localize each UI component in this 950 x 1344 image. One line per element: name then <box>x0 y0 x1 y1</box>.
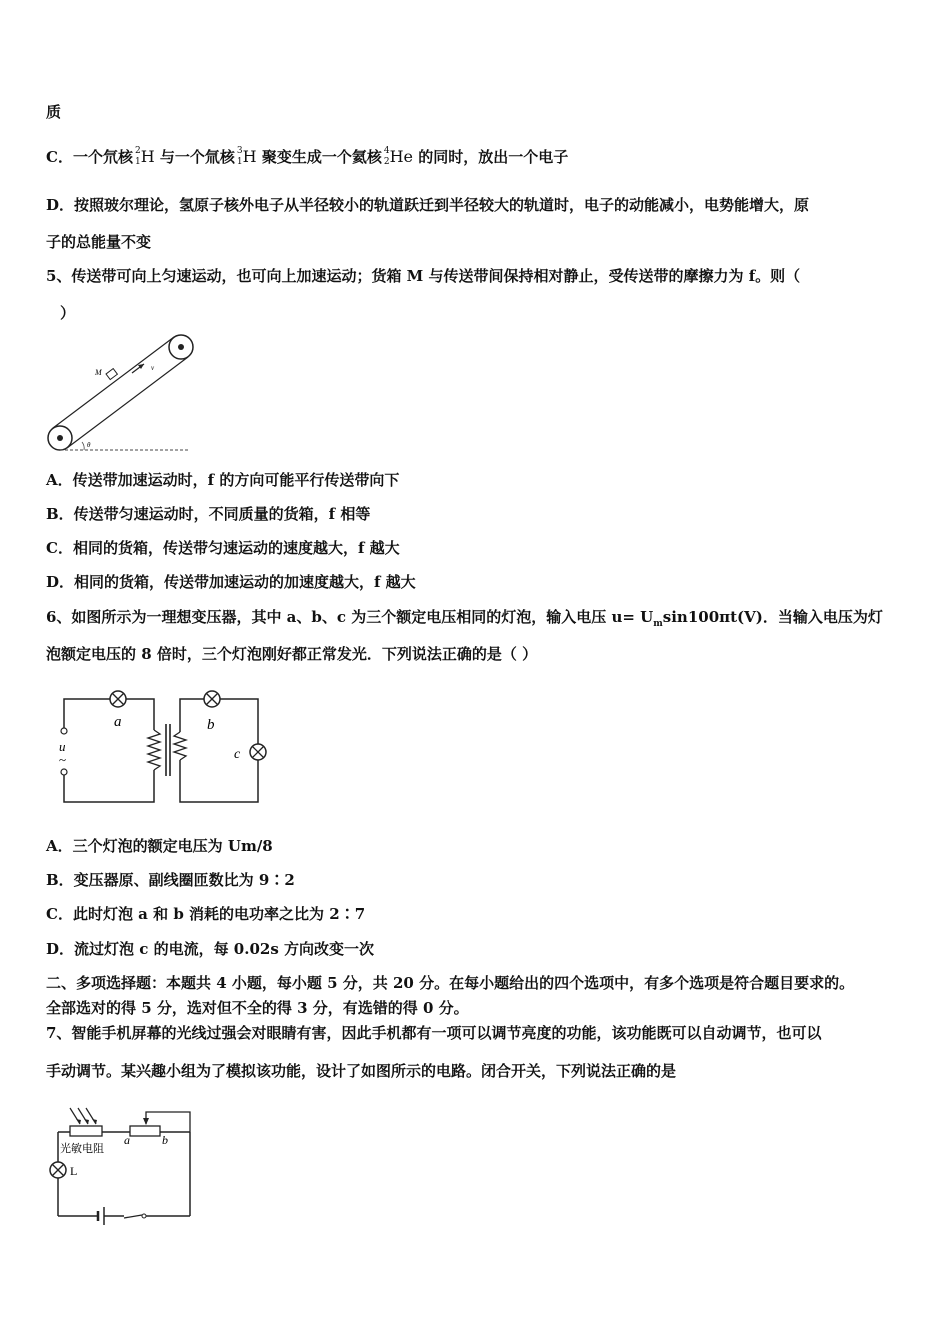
nuclide-tritium-numbers: 3 1 <box>236 146 243 167</box>
cargo-label: M <box>95 368 102 377</box>
nuclide-deuterium-numbers: 2 1 <box>134 146 141 167</box>
q6-stem-line2: 泡额定电压的 8 倍时，三个灯泡刚好都正常发光．下列说法正确的是（ ） <box>46 645 538 663</box>
rheostat-end-b-label: b <box>162 1133 168 1147</box>
q4-option-d-line1[interactable]: D．按照玻尔理论，氢原子核外电子从半径较小的轨道跃迁到半径较大的轨道时，电子的动能减小，电势能增大，原 <box>46 196 810 214</box>
cargo-box <box>106 369 117 380</box>
photoresistor-label: 光敏电阻 <box>60 1142 104 1155</box>
switch <box>124 1215 142 1218</box>
angle-arc <box>82 442 84 450</box>
q4-option-c-mid1: 与一个氚核 <box>159 148 235 166</box>
q6-stem-part2: sin100πt(V)．当输入电压为灯 <box>662 608 883 626</box>
rheostat-end-a-label: a <box>124 1133 130 1147</box>
secondary-coil <box>174 732 186 760</box>
belt-bottom <box>67 357 188 448</box>
q6-option-d[interactable]: D．流过灯泡 c 的电流，每 0.02s 方向改变一次 <box>46 940 375 958</box>
q5-option-c[interactable]: C．相同的货箱，传送带匀速运动的速度越大，f 越大 <box>46 539 400 557</box>
q6-option-a[interactable]: A．三个灯泡的额定电压为 Um/8 <box>46 837 273 855</box>
q5-stem-line1: 5、传送带可向上匀速运动，也可向上加速运动；货箱 M 与传送带间保持相对静止，受传送带的摩擦力为 f。则（ <box>46 267 801 285</box>
rheostat-slider <box>143 1118 149 1125</box>
ac-symbol: ~ <box>59 752 67 767</box>
input-voltage-label: u <box>59 739 66 754</box>
secondary-wire-bottom <box>180 760 258 802</box>
q4-option-c[interactable] <box>46 147 568 167</box>
photoresistor <box>70 1126 102 1136</box>
nuclide-deuterium-symbol: H <box>140 147 155 166</box>
q6-option-c[interactable]: C．此时灯泡 a 和 b 消耗的电功率之比为 2∶7 <box>46 905 366 923</box>
rheostat <box>130 1126 160 1136</box>
q7-stem-line1: 7、智能手机屏幕的光线过强会对眼睛有害，因此手机都有一项可以调节亮度的功能，该功能既可以自动调节，也可以 <box>46 1024 822 1042</box>
input-terminal-bottom <box>61 769 67 775</box>
q6-stem-subscript: m <box>653 619 663 629</box>
q6-stem-part1: 6、如图所示为一理想变压器，其中 a、b、c 为三个额定电压相同的灯泡，输入电压 u= U <box>46 608 654 626</box>
upper-pulley-axle <box>178 344 184 350</box>
q5-option-d[interactable]: D．相同的货箱，传送带加速运动的加速度越大，f 越大 <box>46 573 416 591</box>
secondary-wire-top-left <box>180 699 204 732</box>
angle-label: θ <box>87 441 91 449</box>
primary-coil <box>148 730 160 770</box>
photoresistor-circuit-figure <box>48 1104 208 1234</box>
secondary-wire-right <box>220 699 258 744</box>
q6-stem-line1 <box>46 607 883 634</box>
section2-header-line1: 二、多项选择题：本题共 4 小题，每小题 5 分，共 20 分。在每小题给出的四个选项中，有多个选项是符合题目要求的。 <box>46 974 855 992</box>
nuclide-tritium-symbol: H <box>242 147 257 166</box>
velocity-label: v <box>151 364 155 372</box>
nuclide-helium-numbers: 4 2 <box>383 146 390 167</box>
q4-option-d-line2: 子的总能量不变 <box>46 233 152 251</box>
lamp-b-label: b <box>207 717 215 733</box>
q4-option-c-suffix: 的同时，放出一个电子 <box>418 148 569 166</box>
q7-stem-line2: 手动调节。某兴趣小组为了模拟该功能，设计了如图所示的电路。闭合开关，下列说法正确的是 <box>46 1062 677 1080</box>
q6-option-b[interactable]: B．变压器原、副线圈匝数比为 9∶2 <box>46 871 295 889</box>
q5-stem-line2: ） <box>60 304 76 322</box>
section2-header-line2: 全部选对的得 5 分，选对但不全的得 3 分，有选错的得 0 分。 <box>46 999 469 1017</box>
conveyor-belt-figure <box>40 328 240 456</box>
lamp-l-label: L <box>70 1164 78 1178</box>
q5-option-a[interactable]: A．传送带加速运动时，f 的方向可能平行传送带向下 <box>46 471 400 489</box>
input-terminal-top <box>61 728 67 734</box>
lower-pulley-axle <box>57 435 63 441</box>
q4-option-c-mid2: 聚变生成一个氦核 <box>261 148 382 166</box>
lamp-c-label: c <box>234 747 241 762</box>
nuclide-helium-symbol: He <box>389 147 413 166</box>
switch-contact <box>142 1214 146 1218</box>
lamp-a-label: a <box>114 714 122 730</box>
q4-tail: 质 <box>46 103 62 121</box>
primary-wire-bottom <box>64 770 154 802</box>
transformer-circuit-figure <box>48 684 278 814</box>
q5-option-b[interactable]: B．传送带匀速运动时，不同质量的货箱，f 相等 <box>46 505 371 523</box>
belt-top <box>53 337 174 428</box>
q4-option-c-prefix: C．一个氘核 <box>46 148 133 166</box>
primary-wire-top-right <box>126 699 154 730</box>
primary-wire-top-left <box>64 699 110 728</box>
